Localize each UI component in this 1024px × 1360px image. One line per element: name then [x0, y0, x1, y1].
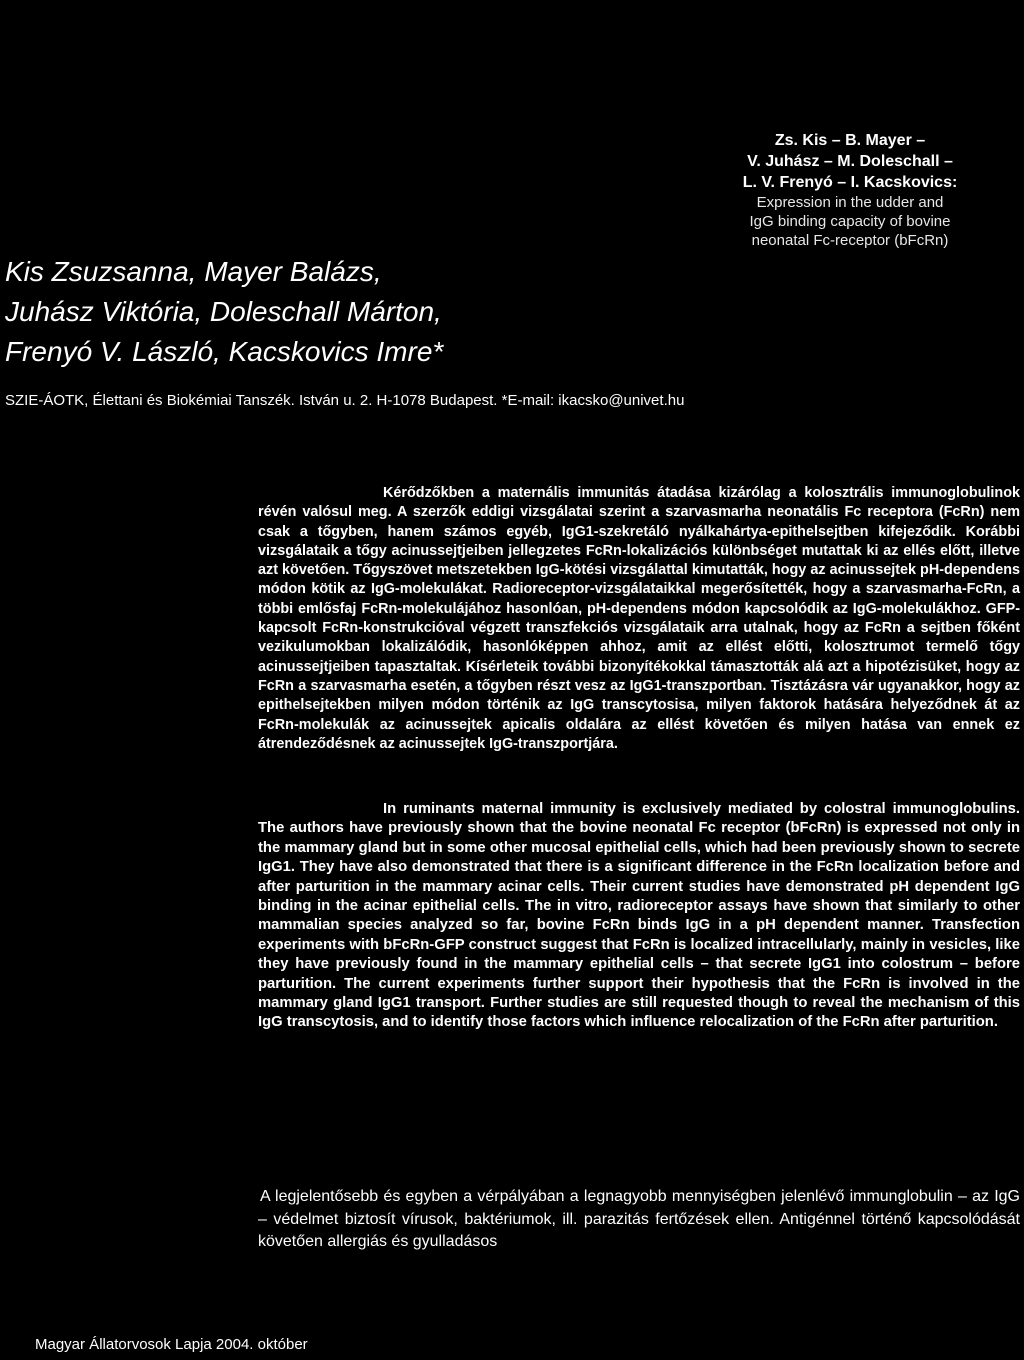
abstract-hungarian-text: Kérődzőkben a maternális immunitás átadása kizárólag a kolosztrális immunoglobulinok révén valósul meg. A szerzők eddigi vizsgálatai szerint a szarvasmarha neonatális Fc receptora (FcRn) nem csak a tőgyben, hanem számos egyéb, IgG1-szekretáló nyálkahártya-epithelsejtben kifejeződik. Korábbi vizsgálataik a tőgy acinussejtjeiben jellegzetes FcRn-lokalizációs különbséget mutattak ki az ellés előtt, illetve azt követően. Tőgyszövet metszetekben IgG-kötési vizsgálattal kimutatták, hogy az acinussejtek pH-dependens módon kötik az IgG-molekulákat. Radioreceptor-vizsgálataikkal megerősítették, hogy a szarvasmarha-FcRn, a többi emlősfaj FcRn-molekulájához hasonlóan, pH-dependens módon kapcsolódik az IgG-molekulákhoz. GFP-kapcsolt FcRn-konstrukcióval végzett transzfekciós vizsgálataik arra utalnak, hogy az FcRn a sejtben főként vezikulumokban lokalizálódik, hasonlóképpen ahhoz, amit az ellést előtti, kolosztrumot termelő tőgy acinussejtjeiben tapasztaltak. Kísérleteik további bizonyítékokkal támasztották alá azt a hipotézisüket, hogy az FcRn a szarvasmarha esetén, a tőgyben részt vesz az IgG1-transzportban. Tisztázásra vár ugyanakkor, hogy az epithelsejtekben milyen módon történik az IgG transcytosisa, milyen faktorok hatására helyeződnek át az FcRn-molekulák az acinussejtek apicalis oldalára az ellést követően és milyen hatása van ennek ez átrendeződésnek az acinussejtek IgG-transzportjára. [258, 485, 1020, 752]
citation-title-line-3: neonatal Fc-receptor (bFcRn) [751, 232, 949, 249]
citation-authors-line-1: Zs. Kis – B. Mayer – [774, 132, 926, 149]
hungarian-authors-line-2: Juhász Viktória, Doleschall Márton, [5, 296, 442, 327]
citation-title-line-1: Expression in the udder and [756, 194, 944, 211]
journal-footer: Magyar Állatorvosok Lapja 2004. október [35, 1336, 308, 1353]
body-paragraph: A legjelentősebb és egyben a vérpályában a legnagyobb mennyiségben jelenlévő immunglobulin – az IgG – védelmet biztosít vírusok, baktériumok, ill. parazitás fertőzések ellen. Antigénnel történő kapcsolódását követően allergiás és gyulladásos [258, 1188, 1020, 1250]
hungarian-authors [5, 252, 645, 372]
hungarian-authors-line-3: Frenyó V. László, Kacskovics Imre* [5, 336, 444, 367]
body-text [258, 1186, 1020, 1254]
abstract-hungarian [258, 484, 1020, 754]
hungarian-authors-line-1: Kis Zsuzsanna, Mayer Balázs, [5, 256, 382, 287]
abstract-english-text: In ruminants maternal immunity is exclusively mediated by colostral immunoglobulins. The authors have previously shown that the bovine neonatal Fc receptor (bFcRn) is expressed not only in the mammary gland but in some other mucosal epithelial cells, which had been previously shown to secrete IgG1. They have also demonstrated that there is a significant difference in the FcRn localization before and after parturition in the mammary acinar cells. Their current studies have demonstrated pH dependent IgG binding in the acinar epithelial cells. The in vitro, radioreceptor assays have shown that similarly to other mammalian species analyzed so far, bovine FcRn binds IgG in a pH dependent manner. Transfection experiments with bFcRn-GFP construct suggest that FcRn is localized intracellularly, mainly in vesicles, like they have previously found in the mammary epithelial cells – that secrete IgG1 into colostrum – before parturition. The current experiments further support their hypothesis that the FcRn is involved in the mammary gland IgG1 transport. Further studies are still requested though to reveal the mechanism of this IgG transcytosis, and to identify those factors which influence relocalization of the FcRn after parturition. [258, 801, 1020, 1031]
abstract-english [258, 800, 1020, 1033]
citation-title-line-2: IgG binding capacity of bovine [749, 213, 951, 230]
citation-authors-line-2: V. Juhász – M. Doleschall – [747, 153, 953, 170]
english-citation [700, 130, 1000, 250]
citation-authors-line-3: L. V. Frenyó – I. Kacskovics: [742, 174, 958, 191]
affiliation: SZIE-ÁOTK, Élettani és Biokémiai Tanszék. István u. 2. H-1078 Budapest. *E-mail: ikacsko@univet.hu [5, 392, 685, 409]
